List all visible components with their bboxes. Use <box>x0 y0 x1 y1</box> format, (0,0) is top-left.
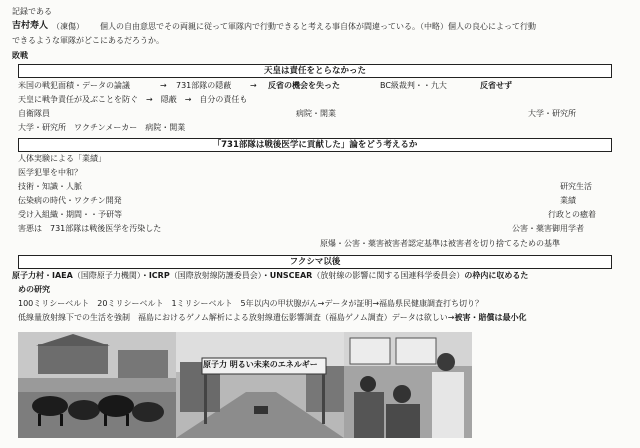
photo-people <box>344 332 472 438</box>
photo-cattle <box>18 332 176 438</box>
intro-line0: 記録である <box>12 7 52 16</box>
s3-line2: めの研究 <box>18 285 50 294</box>
s1-row4: 大学・研究所 ワクチンメーカー 病院・開業 <box>18 123 186 132</box>
s2-bottom: 原爆・公害・薬害被害者認定基準は被害者を切り捨てるための基準 <box>320 239 560 248</box>
photo-sign-text: 原子力 明るい未来のエネルギー <box>203 360 318 369</box>
s1-item-e: 反省せず <box>480 81 512 90</box>
s3-l4-note: （福島ゲノム調査） <box>320 313 392 322</box>
author-role: （凍傷） <box>52 22 84 31</box>
s1-item-d: BC級裁判・・九大 <box>380 81 447 90</box>
section-title-emperor: 天皇は責任をとらなかった <box>18 64 612 78</box>
s3-icrp: ・ICRP <box>140 271 170 280</box>
sengo-label: 敗戦 <box>12 51 28 60</box>
s1-arrow-2: → <box>250 81 257 90</box>
s2-left-4: 伝染病の時代・ワクチン開発 <box>18 196 122 205</box>
section-title-fukushima: フクシマ以後 <box>18 255 612 269</box>
s3-unscear: ・UNSCEAR <box>261 271 313 280</box>
s3-iaea-note: （国際原子力機関） <box>72 271 141 280</box>
s3-l4-minimize: 被害・賠償は最小化 <box>454 313 527 322</box>
s3-line4 <box>18 314 526 322</box>
s3-line3: 100ミリシーベルト 20ミリシーベルト 1ミリシーベルト 5年以内の甲状腺がん→データが証明→福島県民健康調査打ち切り？ <box>18 299 484 308</box>
s2-left-1: 人体実験による「業績」 <box>18 154 106 163</box>
author-name: 吉村寿人 <box>12 21 49 31</box>
s3-unscear-note: （放射線の影響に関する国連科学委員会） <box>312 271 465 280</box>
photo-street-sign <box>176 332 344 438</box>
s2-left-5: 受け入組織・期間・・予研等 <box>18 210 122 219</box>
s3-line1 <box>12 272 528 280</box>
s3-l4-data: データは欲しい→ <box>391 313 455 322</box>
s1-item-a: 米国の戦犯面積・データの論議 <box>18 81 130 90</box>
s1-row2: 天皇に戦争責任が及ぶことを防ぐ → 隠蔽 → 自分の責任も <box>18 95 248 104</box>
section-title-731: 「731部隊は戦後医学に貢献した」論をどう考えるか <box>18 138 612 152</box>
s1-arrow-1: → <box>160 81 167 90</box>
s2-right-4: 公害・薬害御用学者 <box>512 224 584 233</box>
s2-right-2: 業績 <box>560 196 576 205</box>
s3-l4-main: 低線量放射線下での生活を強制 福島におけるゲノム解析による放射線遺伝影響調査 <box>18 313 321 322</box>
s1-row3-b: 病院・開業 <box>296 109 336 118</box>
quote-line2: できるような軍隊がどこにあるだろうか。 <box>12 36 164 45</box>
s3-frame: の枠内に収めるた <box>464 271 529 280</box>
s2-right-3: 行政との癒着 <box>548 210 596 219</box>
s1-item-b: 731部隊の隠蔽 <box>176 81 232 90</box>
s2-right-1: 研究生活 <box>560 182 592 191</box>
quote-line1: 個人の自由意思でその両親に従って軍隊内で行動できると考える事自体が間違っている。（中略）個人の良心によって行動 <box>100 22 536 31</box>
s1-row3-c: 大学・研究所 <box>528 109 576 118</box>
s3-genshiryoku-iaea: 原子力村・IAEA <box>12 271 73 280</box>
s2-left-2: 医学犯罪を中和？ <box>18 168 82 177</box>
s1-item-c: 反省の機会を失った <box>268 81 340 90</box>
s3-icrp-note: （国際放射線防護委員会） <box>169 271 262 280</box>
s2-left-6: 害悪は 731部隊は戦後医学を汚染した <box>18 224 162 233</box>
s1-row3-a: 自衛隊員 <box>18 109 50 118</box>
s2-left-3: 技術・知識・人脈 <box>18 182 82 191</box>
